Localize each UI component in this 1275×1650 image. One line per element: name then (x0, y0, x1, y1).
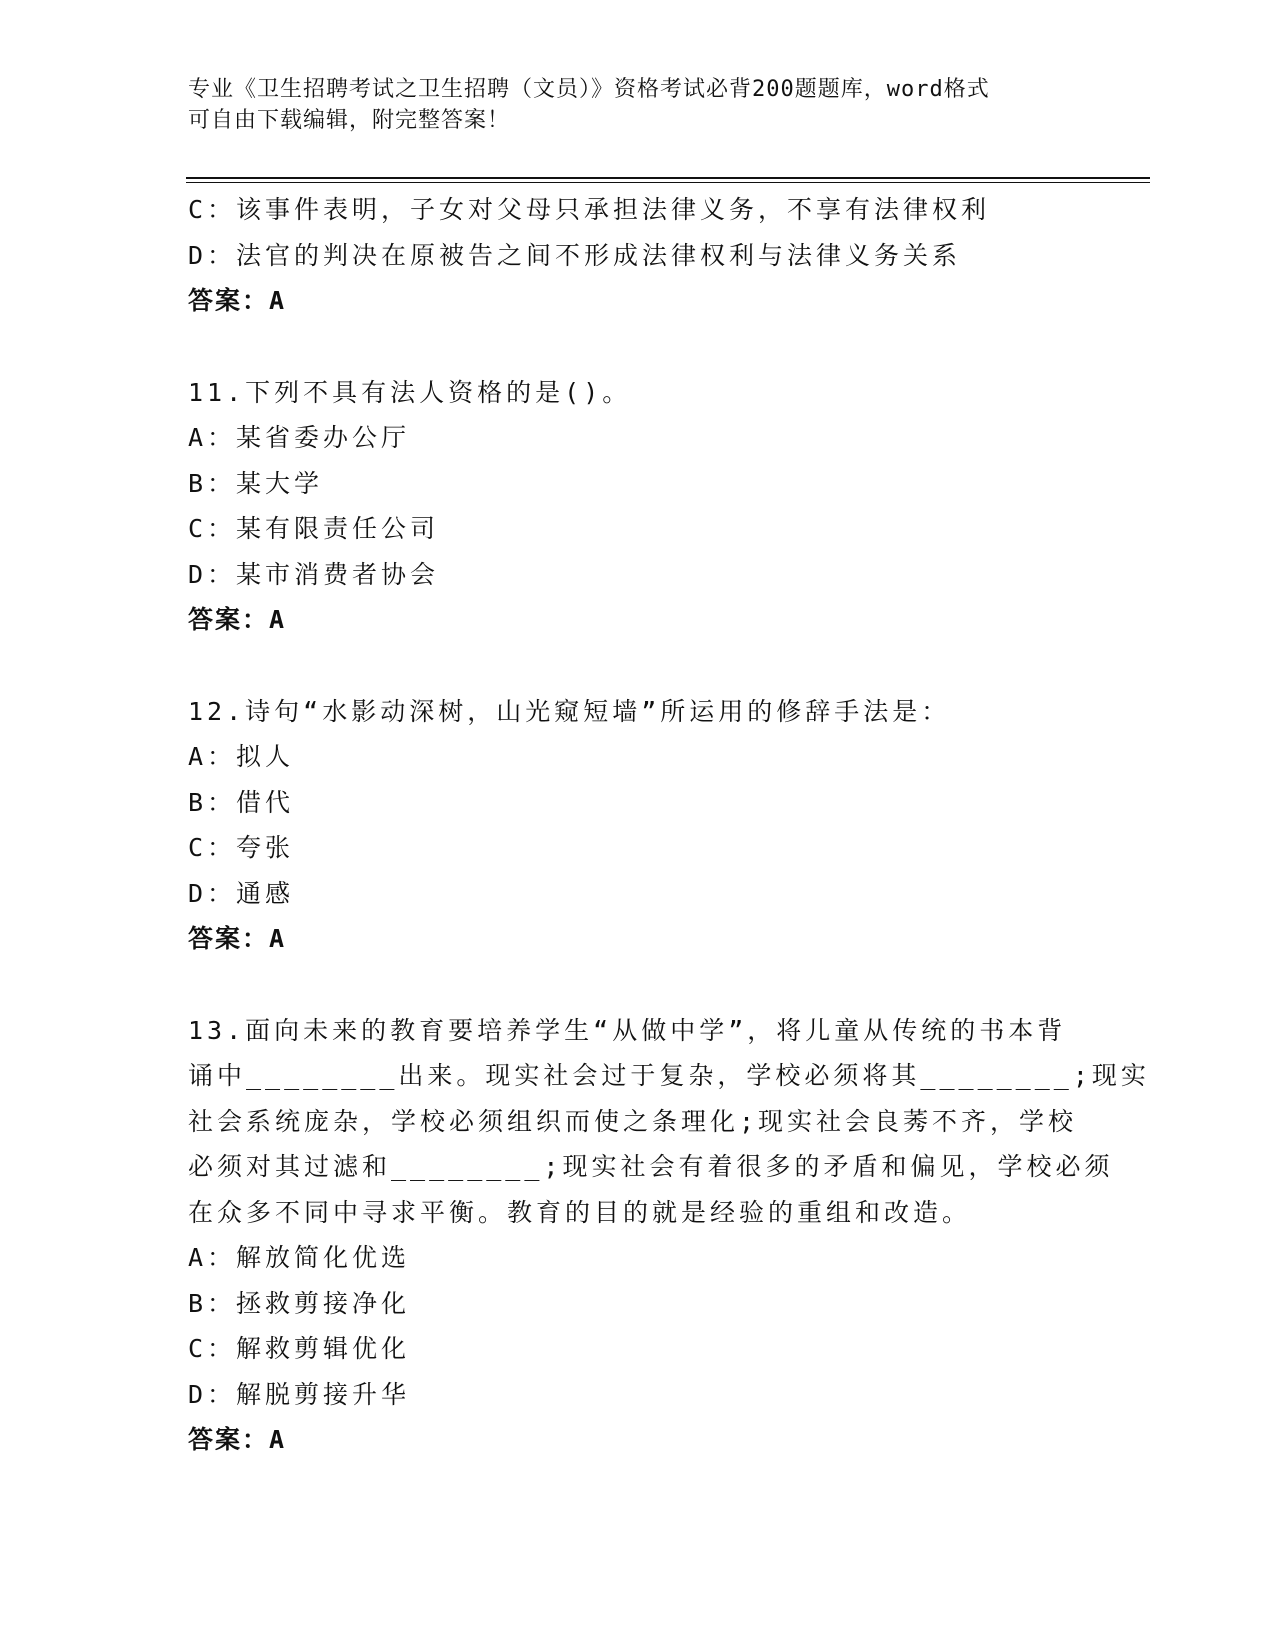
question-stem-line-1: 13.面向未来的教育要培养学生“从做中学”，将儿童从传统的书本背 (188, 1015, 1067, 1045)
spacer (188, 324, 1088, 370)
option-b: B：某大学 (188, 468, 324, 498)
question-13 (188, 1008, 1150, 1463)
previous-question-tail (188, 187, 1088, 324)
option-a: A：解放简化优选 (188, 1243, 411, 1272)
header-divider-thin (186, 182, 1150, 183)
spacer (188, 643, 1088, 689)
question-stem-line-2: 诵中________出来。现实社会过于复杂，学校必须将其________;现实 (188, 1061, 1150, 1090)
header-title-line-2: 可自由下载编辑，附完整答案！ (188, 108, 511, 133)
option-d: D：法官的判决在原被告之间不形成法律权利与法律义务关系 (188, 240, 962, 270)
option-d: D：某市消费者协会 (188, 559, 440, 589)
document-header (188, 74, 1068, 136)
header-title-line-1: 专业《卫生招聘考试之卫生招聘（文员）》资格考试必背200题题库，word格式 (188, 77, 990, 102)
question-12 (188, 689, 1088, 962)
answer-line: 答案：A (188, 605, 287, 634)
question-list (188, 187, 1150, 1463)
question-stem-line-4: 必须对其过滤和________;现实社会有着很多的矛盾和偏见，学校必须 (188, 1152, 1114, 1181)
option-c: C：该事件表明，子女对父母只承担法律义务，不享有法律权利 (188, 195, 991, 224)
question-stem: 12.诗句“水影动深树，山光窥短墙”所运用的修辞手法是： (188, 696, 951, 726)
header-divider-thick (186, 177, 1150, 179)
option-c: C：夸张 (188, 833, 295, 862)
question-stem-line-3: 社会系统庞杂，学校必须组织而使之条理化;现实社会良莠不齐，学校 (188, 1106, 1078, 1136)
question-stem: 11.下列不具有法人资格的是()。 (188, 377, 632, 407)
spacer (188, 962, 1088, 1008)
answer-line: 答案：A (188, 924, 287, 953)
answer-line: 答案：A (188, 286, 287, 315)
option-d: D：通感 (188, 878, 295, 908)
answer-line: 答案：A (188, 1425, 287, 1454)
option-d: D：解脱剪接升华 (188, 1379, 411, 1409)
option-a: A：拟人 (188, 742, 295, 771)
option-b: B：借代 (188, 787, 295, 817)
option-b: B：拯救剪接净化 (188, 1288, 411, 1318)
option-c: C：解救剪辑优化 (188, 1334, 411, 1363)
option-a: A：某省委办公厅 (188, 423, 411, 452)
option-c: C：某有限责任公司 (188, 514, 440, 543)
question-stem-line-5: 在众多不同中寻求平衡。教育的目的就是经验的重组和改造。 (188, 1197, 972, 1227)
question-11 (188, 370, 1088, 643)
